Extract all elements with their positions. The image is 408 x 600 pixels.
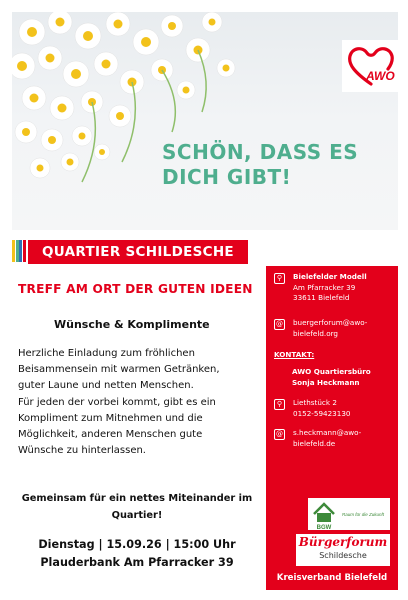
hero-image bbox=[12, 12, 398, 230]
subtitle: TREFF AM ORT DER GUTEN IDEEN bbox=[18, 282, 253, 296]
event-date: Dienstag | 15.09.26 | 15:00 Uhr bbox=[38, 538, 236, 551]
quarter-banner: QUARTIER SCHILDESCHE bbox=[28, 240, 248, 264]
svg-text:BGW: BGW bbox=[316, 525, 332, 530]
buergerforum-title: Bürgerforum bbox=[298, 535, 388, 549]
email-1-line-2[interactable]: bielefeld.org bbox=[293, 328, 338, 338]
office-name bbox=[292, 366, 371, 388]
location-city: 33611 Bielefeld bbox=[293, 293, 350, 302]
slogan-line-2: DICH GIBT! bbox=[162, 165, 292, 189]
location-icon: ⚲ bbox=[274, 399, 285, 410]
email-row-2[interactable] bbox=[274, 428, 361, 449]
together-line-2: Quartier! bbox=[111, 510, 163, 521]
email-icon: @ bbox=[276, 430, 283, 438]
location-street: Am Pfarracker 39 bbox=[293, 282, 356, 292]
svg-text:Raum für die Zukunft: Raum für die Zukunft bbox=[342, 512, 385, 517]
email-icon: @ bbox=[276, 320, 283, 328]
bgw-logo bbox=[308, 498, 390, 530]
together-line-1: Gemeinsam für ein nettes Miteinander im bbox=[21, 493, 253, 504]
body-line: Herzliche Einladung zum fröhlichen bbox=[18, 348, 195, 359]
email-2-line-1[interactable]: s.heckmann@awo- bbox=[293, 428, 362, 437]
color-stripes bbox=[12, 240, 26, 262]
body-text bbox=[18, 346, 263, 459]
email-1-line-1[interactable]: buergerforum@awo- bbox=[293, 318, 368, 327]
location-icon: ⚲ bbox=[274, 273, 285, 284]
body-line: Kompliment zum Mitnehmen und die bbox=[18, 412, 203, 424]
svg-text:AWO: AWO bbox=[366, 69, 395, 83]
body-line: guter Laune und netten Menschen. bbox=[18, 380, 194, 392]
heading: Wünsche & Komplimente bbox=[54, 318, 210, 331]
address-street: Liethstück 2 bbox=[293, 398, 337, 407]
chamomile-flowers-image bbox=[12, 12, 398, 230]
location-name: Bielefelder Modell bbox=[293, 272, 367, 281]
body-line: Beisammensein mit warmen Getränken, bbox=[18, 364, 220, 376]
awo-logo bbox=[342, 40, 398, 92]
event-details bbox=[12, 536, 262, 572]
contact-label: KONTAKT: bbox=[274, 350, 315, 359]
association-footer: Kreisverband Bielefeld bbox=[276, 573, 388, 583]
email-row-1[interactable] bbox=[274, 318, 367, 339]
office-line-1: AWO Quartiersbüro bbox=[292, 367, 371, 376]
together-text bbox=[12, 490, 262, 524]
body-line: Möglichkeit, anderen Menschen gute bbox=[18, 429, 203, 441]
contact-sidebar bbox=[266, 266, 398, 590]
event-place: Plauderbank Am Pfarracker 39 bbox=[40, 556, 234, 569]
buergerforum-subtitle: Schildesche bbox=[319, 551, 367, 560]
office-line-2: Sonja Heckmann bbox=[292, 378, 360, 387]
email-2-line-2[interactable]: bielefeld.de bbox=[293, 438, 336, 448]
awo-heart-icon bbox=[346, 44, 396, 88]
buergerforum-logo bbox=[296, 534, 390, 566]
phone-number[interactable]: 0152-59423130 bbox=[293, 408, 351, 418]
bgw-house-icon bbox=[308, 498, 390, 530]
slogan-line-1: SCHÖN, DASS ES bbox=[162, 140, 359, 164]
hero-slogan bbox=[162, 140, 398, 190]
address-row bbox=[274, 398, 350, 419]
body-line: Wünsche zu hinterlassen. bbox=[18, 445, 146, 457]
body-line: Für jeden der vorbei kommt, gibt es ein bbox=[18, 396, 216, 408]
location-row bbox=[274, 272, 367, 304]
